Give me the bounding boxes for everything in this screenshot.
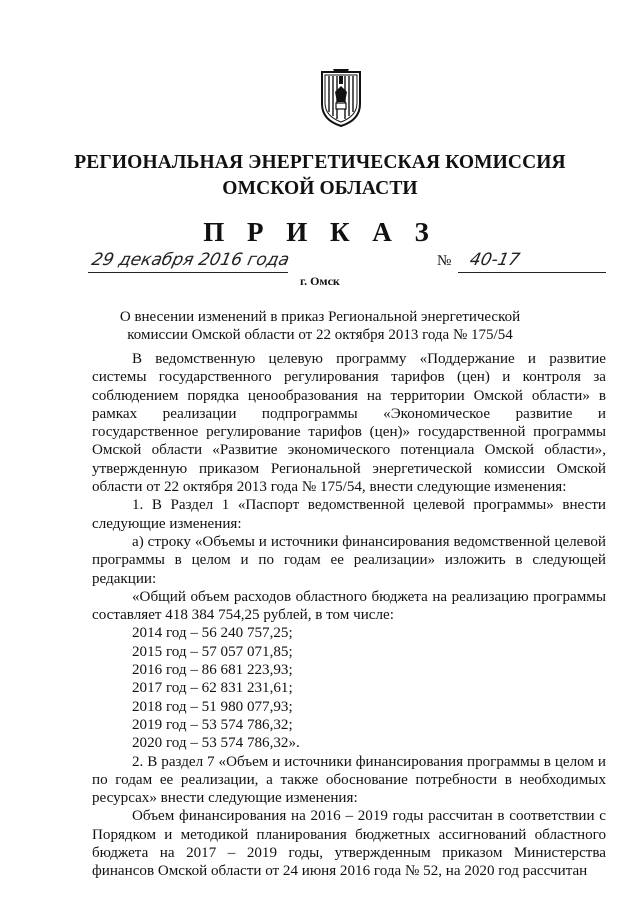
document-type-title: П Р И К А З [203,217,437,247]
city-label: г. Омск [300,274,340,288]
year-amount-row: 2015 год – 57 057 071,85; [132,643,293,660]
paragraph-subitem-a: а) строку «Объемы и источники финансирования ведомственной целевой программы в целом и по годам ее реализации» изложить в следующей редакции: [92,533,606,587]
paragraph-total-budget: «Общий объем расходов областного бюджета на реализацию программы составляет 418 384 754,25 рублей, в том числе: [92,588,606,624]
year-amount-row: 2014 год – 56 240 757,25; [132,625,293,642]
paragraph-item-2: 2. В раздел 7 «Объем и источники финансирования программы в целом и по годам ее реализации, а также обоснование потребности в необходимых ресурсах» внести следующие изменения: [92,753,606,807]
order-subject-line2: комиссии Омской области от 22 октября 2013 года № 175/54 [127,327,513,343]
year-amount-row: 2019 год – 53 574 786,32; [132,716,293,733]
number-sign: № [437,253,452,269]
paragraph-financing: Объем финансирования на 2016 – 2019 годы рассчитан в соответствии с Порядком и методикой планирования бюджетных ассигнований областного бюджета на 2017 – 2019 годы, утвержденным приказом Министерства финансов Омской области от 24 июня 2016 года № 52, на 2020 год рассчитан [92,808,606,880]
organization-name-line1: РЕГИОНАЛЬНАЯ ЭНЕРГЕТИЧЕСКАЯ КОМИССИЯ [74,152,566,173]
date-underline [88,272,288,273]
year-amount-row: 2016 год – 86 681 223,93; [132,662,293,679]
organization-name-line2: ОМСКОЙ ОБЛАСТИ [222,178,418,199]
year-amount-row: 2017 год – 62 831 231,61; [132,680,293,697]
number-underline [458,272,606,273]
paragraph-item-1: 1. В Раздел 1 «Паспорт ведомственной целевой программы» внести следующие изменения: [92,497,606,532]
year-amount-row: 2018 год – 51 980 077,93; [132,698,293,715]
handwritten-order-number: 40-17 [467,250,522,270]
order-body [92,350,606,881]
omsk-coat-of-arms-emblem [318,68,364,128]
order-subject-line1: О внесении изменений в приказ Региональной энергетической [119,309,521,325]
handwritten-date: 29 декабря 2016 года [89,250,292,270]
paragraph-intro: В ведомственную целевую программу «Поддержание и развитие системы государственного регулирования тарифов (цен) и контроля за соблюдением порядка ценообразования на территории Омской области» в рамках реализации подпрограммы «Экономическое развитие и государственное регулирование тарифов (цен)» государственной программы Омской области «Развитие экономического потенциала Омской области», утвержденную приказом Региональной энергетической комиссии Омской области от 22 октября 2013 года № 175/54, внести следующие изменения: [92,351,606,496]
year-amount-row: 2020 год – 53 574 786,32». [132,735,300,752]
